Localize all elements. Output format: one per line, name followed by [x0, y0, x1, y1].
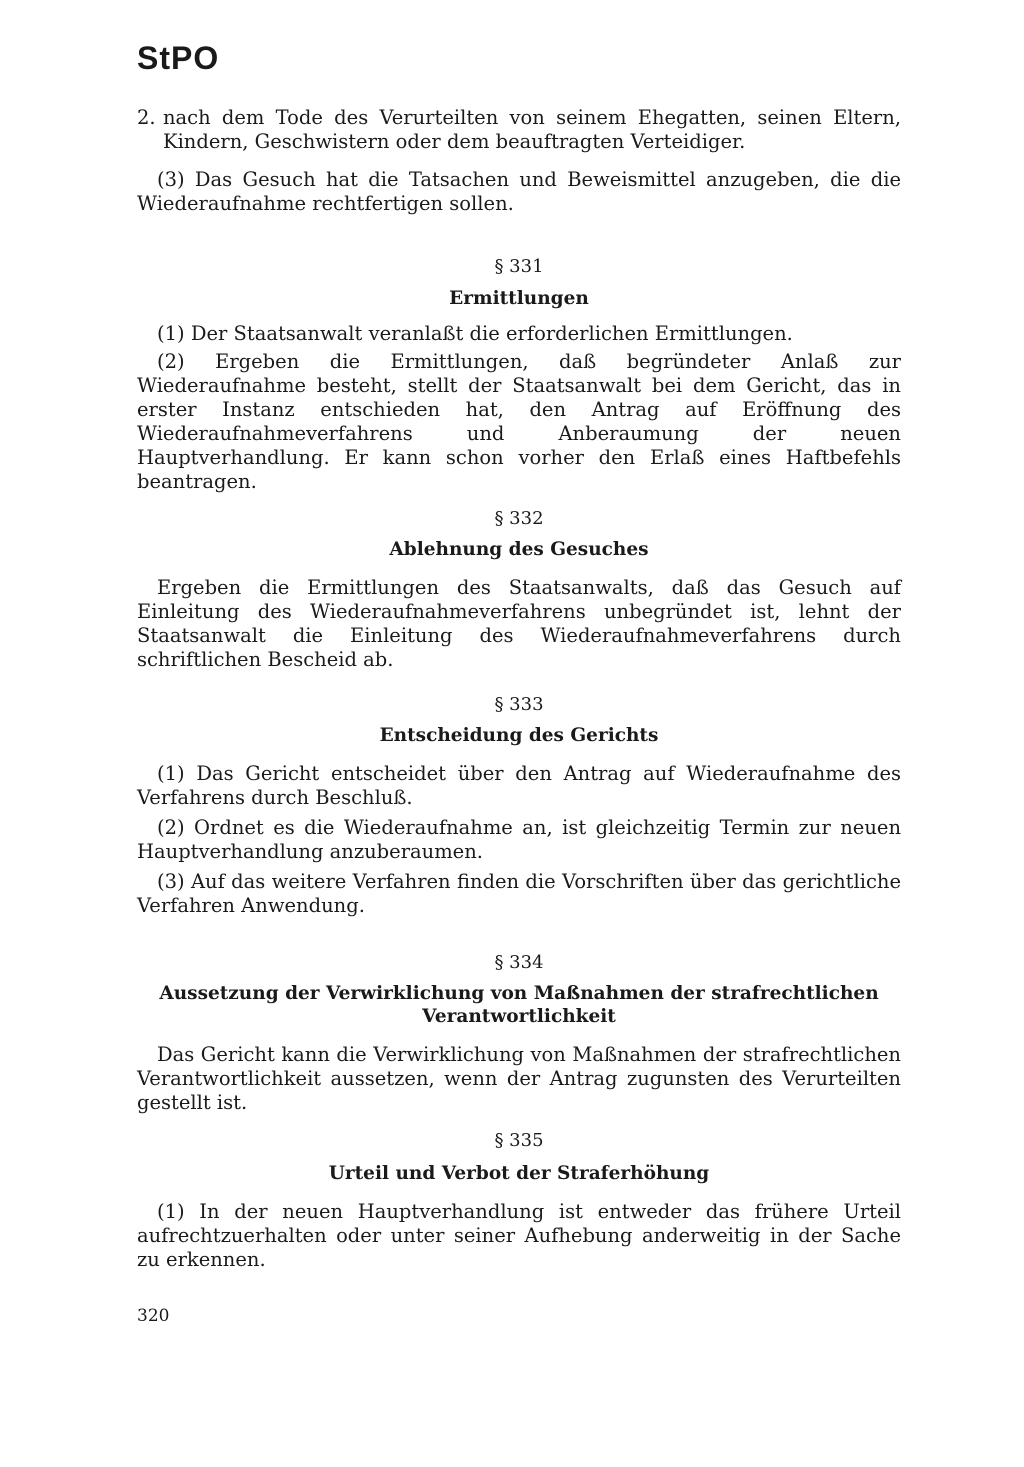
list-item-text: nach dem Tode des Verurteilten von seinem Ehegatten, seinen Eltern, Kindern, Geschwistern oder dem beauftragten Verteidiger. — [163, 106, 901, 153]
section-335-title: Urteil und Verbot der Straferhöhung — [328, 1163, 710, 1184]
section-331-body — [137, 322, 901, 494]
section-334-number: § 334 — [494, 952, 544, 973]
section-335-number: § 335 — [494, 1130, 544, 1151]
section-331-title: Ermittlungen — [449, 288, 589, 309]
section-334-title-line-1: Aussetzung der Verwirklichung von Maßnahmen der strafrechtlichen — [159, 983, 879, 1004]
section-333-para-3: (3) Auf das weitere Verfahren finden die Vorschriften über das gerichtliche Verfahren Anwendung. — [137, 870, 901, 917]
section-335-body — [137, 1200, 901, 1272]
paragraph-3: (3) Das Gesuch hat die Tatsachen und Beweismittel anzugeben, die die Wiederaufnahme rechtfertigen sollen. — [137, 168, 901, 215]
section-333-number: § 333 — [494, 694, 544, 715]
section-333-body — [137, 762, 901, 918]
section-331-para-2: (2) Ergeben die Ermittlungen, daß begründeter Anlaß zur Wiederaufnahme besteht, stellt der Staatsanwalt bei dem Gericht, das in erster Instanz entschieden hat, den Antrag auf Eröffnung des Wiederaufnahmeverfahrens und Anberaumung der neuen Hauptverhandlung. Er kann schon vorher den Erlaß eines Haftbefehls beantragen. — [137, 350, 901, 493]
section-335-para-1: (1) In der neuen Hauptverhandlung ist entweder das frühere Urteil aufrechtzuerhalten oder unter seiner Aufhebung anderweitig in der Sache zu erkennen. — [137, 1200, 901, 1271]
intro-block — [137, 106, 901, 154]
paragraph-3-block — [137, 168, 901, 216]
section-332-number: § 332 — [494, 508, 544, 529]
list-item-2 — [137, 106, 901, 154]
section-333-para-2: (2) Ordnet es die Wiederaufnahme an, ist gleichzeitig Termin zur neuen Hauptverhandlung anzuberaumen. — [137, 816, 901, 863]
list-item-number: 2. — [137, 106, 156, 129]
section-334-title-line-2: Verantwortlichkeit — [422, 1006, 616, 1027]
page-number: 320 — [137, 1306, 170, 1326]
section-332-para-1: Ergeben die Ermittlungen des Staatsanwalts, daß das Gesuch auf Einleitung des Wiederaufnahmeverfahrens unbegründet ist, lehnt der Staatsanwalt die Einleitung des Wiederaufnahmeverfahrens durch schriftlichen Bescheid ab. — [137, 576, 901, 671]
section-331-number: § 331 — [494, 256, 544, 277]
section-334-para-1: Das Gericht kann die Verwirklichung von Maßnahmen der strafrechtlichen Verantwortlichkeit aussetzen, wenn der Antrag zugunsten des Verurteilten gestellt ist. — [137, 1043, 901, 1114]
section-334-body — [137, 1043, 901, 1115]
section-333-title: Entscheidung des Gerichts — [379, 725, 659, 746]
section-332-title: Ablehnung des Gesuches — [389, 539, 649, 560]
section-332-body — [137, 576, 901, 672]
running-header: StPO — [137, 40, 220, 76]
section-333-para-1: (1) Das Gericht entscheidet über den Antrag auf Wiederaufnahme des Verfahrens durch Beschluß. — [137, 762, 901, 809]
section-331-para-1: (1) Der Staatsanwalt veranlaßt die erforderlichen Ermittlungen. — [157, 322, 793, 345]
